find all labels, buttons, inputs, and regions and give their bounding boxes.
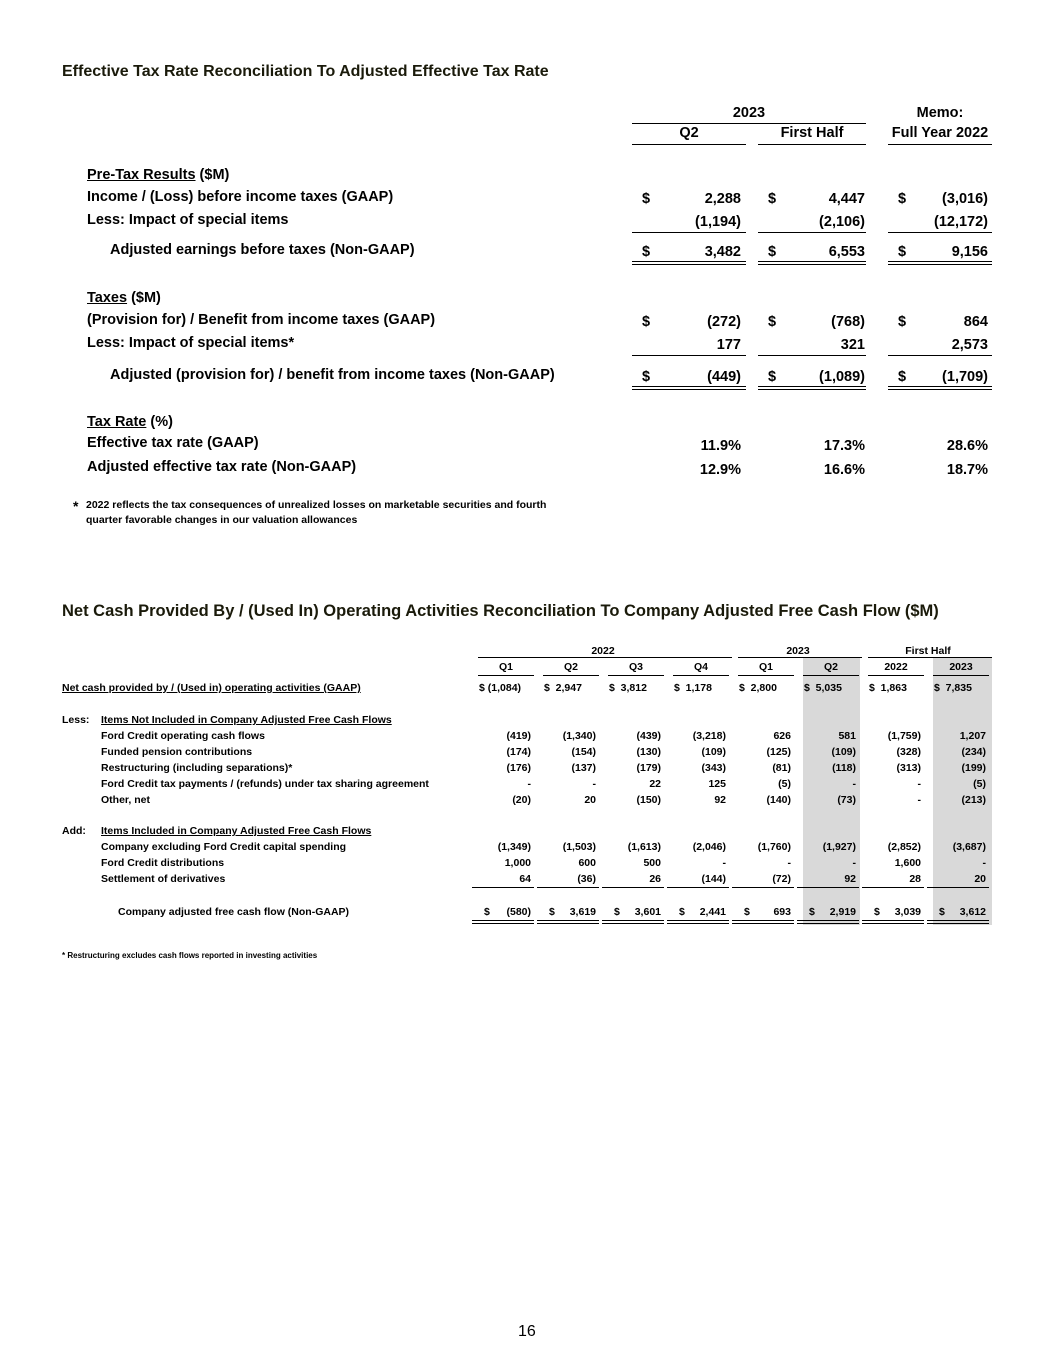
row-value: 28.6%	[946, 438, 988, 454]
cell-value: -	[852, 778, 856, 790]
footnote-mark: *	[73, 498, 79, 514]
cell-value: 3,039	[894, 906, 921, 918]
dollar-sign: $	[642, 244, 651, 260]
row-value: 11.9%	[700, 438, 741, 454]
row-prefix: Less:	[62, 714, 90, 726]
row-value: 321	[840, 337, 865, 353]
section-heading	[87, 167, 229, 183]
cell-value: $ 3,812	[609, 682, 647, 694]
row-label: Income / (Loss) before income taxes (GAAP)	[87, 189, 394, 205]
cell-value: 626	[773, 730, 791, 742]
cell-value: (313)	[896, 762, 921, 774]
row-value: 17.3%	[823, 438, 865, 454]
cell-value: (20)	[512, 794, 531, 806]
cell-value: (3,687)	[952, 841, 986, 853]
cash-footnote: * Restructuring excludes cash flows reported in investing activities	[62, 951, 318, 960]
dollar-sign: $	[484, 906, 490, 918]
cell-value: (1,340)	[562, 730, 596, 742]
cell-value: (1,760)	[757, 841, 791, 853]
row-label: Net cash provided by / (Used in) operating activities (GAAP)	[62, 682, 361, 694]
row-value: 9,156	[951, 244, 988, 260]
cell-value: (199)	[961, 762, 986, 774]
dollar-sign: $	[898, 191, 907, 207]
row-label: Other, net	[101, 794, 151, 806]
section-unit: (%)	[146, 414, 173, 430]
cell-value: -	[982, 857, 986, 869]
dollar-sign: $	[768, 369, 777, 385]
row-value: (1,709)	[942, 369, 988, 385]
cell-value: (125)	[766, 746, 791, 758]
row-label: Items Included in Company Adjusted Free Cash Flows	[101, 825, 372, 837]
cell-value: 3,612	[959, 906, 986, 918]
row-prefix: Add:	[62, 825, 86, 837]
dollar-sign: $	[768, 244, 777, 260]
dollar-sign: $	[768, 191, 777, 207]
cell-value: -	[592, 778, 596, 790]
cell-value: 1,600	[894, 857, 921, 869]
row-value: 177	[716, 337, 741, 353]
cell-value: 3,619	[569, 906, 596, 918]
row-label: Restructuring (including separations)*	[101, 762, 293, 774]
dollar-sign: $	[642, 369, 651, 385]
cell-value: 20	[974, 873, 986, 885]
cell-value: (81)	[772, 762, 791, 774]
section-label: Taxes	[87, 290, 128, 306]
cell-value: (580)	[506, 906, 531, 918]
cell-value: $ 1,178	[674, 682, 712, 694]
cell-value: 92	[844, 873, 856, 885]
cell-value: 581	[838, 730, 856, 742]
cell-value: (179)	[636, 762, 661, 774]
tax-footnote-1: 2022 reflects the tax consequences of unrealized losses on marketable securities and fourth	[86, 499, 547, 511]
cell-value: (72)	[772, 873, 791, 885]
col-header: Q1	[758, 661, 773, 673]
group-memo: Memo:	[916, 105, 964, 121]
cell-value: (343)	[701, 762, 726, 774]
col-header: Q3	[628, 661, 643, 673]
cell-value: (36)	[577, 873, 596, 885]
row-value: (1,089)	[819, 369, 865, 385]
row-value: (12,172)	[933, 214, 988, 230]
cell-value: (150)	[636, 794, 661, 806]
cell-value: (1,759)	[887, 730, 921, 742]
row-value: 2,288	[704, 191, 741, 207]
cell-value: (118)	[832, 762, 856, 774]
cell-value: (1,927)	[822, 841, 856, 853]
row-label: Adjusted effective tax rate (Non-GAAP)	[87, 459, 357, 475]
col-header-2: Full Year 2022	[891, 125, 989, 141]
cell-value: 92	[714, 794, 726, 806]
cell-value: 1,000	[504, 857, 531, 869]
cell-value: (419)	[506, 730, 531, 742]
cell-value: -	[787, 857, 791, 869]
cell-value: $ 1,863	[869, 682, 907, 694]
row-label: Company adjusted free cash flow (Non-GAAP)	[118, 906, 350, 918]
row-label: Less: Impact of special items	[87, 212, 289, 228]
cell-value: (1,349)	[497, 841, 531, 853]
cell-value: 64	[519, 873, 531, 885]
cell-value: (73)	[837, 794, 856, 806]
row-value: 864	[963, 314, 988, 330]
dollar-sign: $	[809, 906, 815, 918]
cell-value: (439)	[636, 730, 661, 742]
cell-value: 500	[643, 857, 661, 869]
cell-value: (2,046)	[692, 841, 726, 853]
cell-value: (234)	[961, 746, 986, 758]
row-value: (3,016)	[942, 191, 988, 207]
row-label: Effective tax rate (GAAP)	[87, 435, 259, 451]
dollar-sign: $	[898, 314, 907, 330]
cell-value: 22	[649, 778, 661, 790]
dollar-sign: $	[898, 244, 907, 260]
group-header: 2023	[786, 645, 810, 657]
row-label: Items Not Included in Company Adjusted Free Cash Flows	[101, 714, 392, 726]
cell-value: $ 7,835	[934, 682, 972, 694]
dollar-sign: $	[614, 906, 620, 918]
tax-footnote-2: quarter favorable changes in our valuation allowances	[86, 514, 358, 526]
row-value: 18.7%	[946, 462, 988, 478]
cell-value: (137)	[571, 762, 596, 774]
row-label: Ford Credit distributions	[101, 857, 225, 869]
row-value: (768)	[831, 314, 865, 330]
dollar-sign: $	[939, 906, 945, 918]
dollar-sign: $	[679, 906, 685, 918]
cell-value: 26	[649, 873, 661, 885]
row-value: 12.9%	[699, 462, 741, 478]
cell-value: (5)	[778, 778, 791, 790]
col-header: Q2	[563, 661, 578, 673]
cell-value: -	[527, 778, 531, 790]
cell-value: 20	[584, 794, 596, 806]
row-value: 16.6%	[823, 462, 865, 478]
group-header: First Half	[905, 645, 951, 657]
row-label: Settlement of derivatives	[101, 873, 226, 885]
row-value: 6,553	[828, 244, 865, 260]
cell-value: -	[852, 857, 856, 869]
row-value: 2,573	[951, 337, 988, 353]
cell-value: (140)	[766, 794, 791, 806]
col-header-0: Q2	[679, 125, 699, 141]
cell-value: (1,613)	[627, 841, 661, 853]
section-heading	[87, 414, 173, 430]
row-value: (449)	[707, 369, 741, 385]
col-header: Q1	[498, 661, 513, 673]
row-label: Ford Credit tax payments / (refunds) under tax sharing agreement	[101, 778, 429, 790]
tax-title: Effective Tax Rate Reconciliation To Adjusted Effective Tax Rate	[62, 63, 549, 80]
cell-value: (109)	[831, 746, 856, 758]
cell-value: (5)	[973, 778, 986, 790]
section-unit: ($M)	[127, 290, 161, 306]
cell-value: (1,503)	[562, 841, 596, 853]
row-label: (Provision for) / Benefit from income taxes (GAAP)	[87, 312, 436, 328]
cell-value: (3,218)	[692, 730, 726, 742]
cell-value: (2,852)	[887, 841, 921, 853]
cash-title: Net Cash Provided By / (Used In) Operating Activities Reconciliation To Company Adjusted Free Cash Flow ($M)	[62, 602, 939, 620]
dollar-sign: $	[642, 191, 651, 207]
cell-value: (328)	[896, 746, 921, 758]
page-number: 16	[518, 1323, 536, 1340]
row-value: (2,106)	[819, 214, 865, 230]
col-header-1: First Half	[780, 125, 844, 141]
dollar-sign: $	[744, 906, 750, 918]
section-heading	[87, 290, 161, 306]
cell-value: $ 5,035	[804, 682, 842, 694]
cell-value: -	[917, 794, 921, 806]
row-label: Adjusted earnings before taxes (Non-GAAP)	[110, 242, 415, 258]
row-value: 3,482	[704, 244, 741, 260]
cell-value: 2,919	[829, 906, 856, 918]
section-unit: ($M)	[195, 167, 230, 183]
section-label: Pre-Tax Results	[87, 167, 196, 183]
dollar-sign: $	[768, 314, 777, 330]
cell-value: 28	[909, 873, 921, 885]
cell-value: 2,441	[699, 906, 726, 918]
row-value: 4,447	[828, 191, 865, 207]
cell-value: 600	[578, 857, 596, 869]
row-label: Company excluding Ford Credit capital spending	[101, 841, 347, 853]
dollar-sign: $	[874, 906, 880, 918]
section-label: Tax Rate	[87, 414, 147, 430]
row-label: Adjusted (provision for) / benefit from income taxes (Non-GAAP)	[110, 367, 555, 383]
cell-value: (213)	[961, 794, 986, 806]
dollar-sign: $	[642, 314, 651, 330]
cell-value: (176)	[506, 762, 531, 774]
cell-value: 1,207	[959, 730, 986, 742]
col-header: Q4	[693, 661, 708, 673]
row-value: (272)	[707, 314, 741, 330]
cell-value: $ (1,084)	[479, 682, 522, 694]
cell-value: (144)	[701, 873, 726, 885]
dollar-sign: $	[898, 369, 907, 385]
cell-value: 693	[773, 906, 791, 918]
row-value: (1,194)	[695, 214, 741, 230]
cell-value: (174)	[506, 746, 531, 758]
col-header: Q2	[823, 661, 838, 673]
cell-value: -	[722, 857, 726, 869]
cell-value: 3,601	[634, 906, 661, 918]
group-header: 2022	[591, 645, 615, 657]
col-header: 2023	[949, 661, 973, 673]
group-2023: 2023	[732, 105, 766, 121]
cell-value: 125	[708, 778, 726, 790]
cell-value: $ 2,947	[544, 682, 582, 694]
row-label: Funded pension contributions	[101, 746, 253, 758]
cell-value: (130)	[636, 746, 661, 758]
col-header: 2022	[884, 661, 908, 673]
cell-value: $ 2,800	[739, 682, 777, 694]
cell-value: (154)	[571, 746, 596, 758]
row-label: Less: Impact of special items*	[87, 335, 295, 351]
dollar-sign: $	[549, 906, 555, 918]
cell-value: (109)	[701, 746, 726, 758]
row-label: Ford Credit operating cash flows	[101, 730, 265, 742]
cell-value: -	[917, 778, 921, 790]
